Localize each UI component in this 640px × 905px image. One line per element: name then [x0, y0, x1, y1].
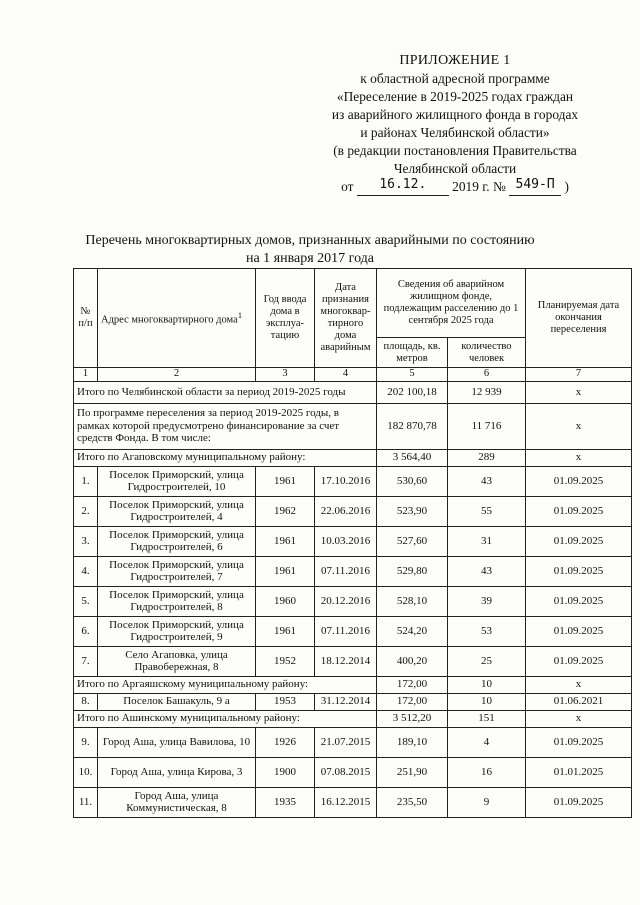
col-index: 4 [315, 368, 377, 382]
col-index: 1 [74, 368, 98, 382]
district-people: 289 [448, 449, 526, 466]
row-people: 43 [448, 466, 526, 496]
row-date: 21.07.2015 [315, 727, 377, 757]
appendix-line: к областной адресной программе [360, 71, 550, 86]
district-total-row [74, 449, 632, 466]
row-planned: 01.09.2025 [526, 556, 632, 586]
header-num: № п/п [74, 269, 98, 368]
row-date: 18.12.2014 [315, 646, 377, 676]
total-area: 202 100,18 [377, 381, 448, 403]
district-area: 172,00 [377, 676, 448, 693]
appendix-line: «Переселение в 2019-2025 годах граждан [336, 89, 574, 104]
appendix-line: и районах Челябинской области» [360, 125, 550, 140]
row-area: 251,90 [377, 757, 448, 787]
close-paren: ) [564, 179, 569, 194]
row-date: 07.08.2015 [315, 757, 377, 787]
row-year: 1961 [256, 616, 315, 646]
year-text: 2019 г. № [452, 179, 506, 194]
row-area: 530,60 [377, 466, 448, 496]
row-people: 55 [448, 496, 526, 526]
row-area: 523,90 [377, 496, 448, 526]
row-planned: 01.09.2025 [526, 496, 632, 526]
header-address [98, 269, 256, 368]
table-row [74, 466, 632, 496]
row-area: 400,20 [377, 646, 448, 676]
row-date: 20.12.2016 [315, 586, 377, 616]
row-address: Поселок Приморский, улица Гидростроителей, 6 [98, 526, 256, 556]
row-people: 16 [448, 757, 526, 787]
row-address: Село Агаповка, улица Правобережная, 8 [98, 646, 256, 676]
row-num: 8. [74, 693, 98, 710]
row-address: Поселок Башакуль, 9 а [98, 693, 256, 710]
date-prefix: от [341, 179, 354, 194]
district-label: Итого по Ашинскому муниципальному району: [74, 710, 377, 727]
appendix-line: Челябинской области [393, 161, 517, 176]
row-num: 7. [74, 646, 98, 676]
row-people: 10 [448, 693, 526, 710]
total-people: 11 716 [448, 403, 526, 449]
header-info: Сведения об аварийном жилищном фонде, подлежащим расселению до 1 сентября 2025 года [377, 269, 526, 338]
title-line: на 1 января 2017 года [245, 251, 375, 266]
table-row [74, 646, 632, 676]
total-region-row [74, 381, 632, 403]
col-index: 3 [256, 368, 315, 382]
number-value: 549-П [515, 177, 555, 192]
table-row [74, 586, 632, 616]
row-year: 1952 [256, 646, 315, 676]
table-row [74, 727, 632, 757]
row-date: 07.11.2016 [315, 556, 377, 586]
district-people: 10 [448, 676, 526, 693]
district-area: 3 564,40 [377, 449, 448, 466]
date-field [357, 177, 449, 196]
row-address: Поселок Приморский, улица Гидростроителей, 9 [98, 616, 256, 646]
row-planned: 01.09.2025 [526, 787, 632, 817]
row-area: 528,10 [377, 586, 448, 616]
row-address: Город Аша, улица Коммунистическая, 8 [98, 787, 256, 817]
row-address: Поселок Приморский, улица Гидростроителей, 7 [98, 556, 256, 586]
row-year: 1962 [256, 496, 315, 526]
column-index-row [74, 368, 632, 382]
district-label: Итого по Аргаяшскому муниципальному району: [74, 676, 377, 693]
col-index: 6 [448, 368, 526, 382]
header-address-footnote: 1 [237, 310, 243, 321]
district-area: 3 512,20 [377, 710, 448, 727]
row-num: 2. [74, 496, 98, 526]
table-row [74, 496, 632, 526]
appendix-date-line [300, 178, 610, 196]
appendix-block [300, 52, 610, 196]
row-planned: 01.09.2025 [526, 586, 632, 616]
row-people: 43 [448, 556, 526, 586]
row-num: 11. [74, 787, 98, 817]
houses-table [73, 268, 632, 818]
district-planned: х [526, 676, 632, 693]
row-address: Поселок Приморский, улица Гидростроителей, 4 [98, 496, 256, 526]
district-people: 151 [448, 710, 526, 727]
row-people: 9 [448, 787, 526, 817]
total-planned: х [526, 381, 632, 403]
table-row [74, 693, 632, 710]
row-address: Город Аша, улица Кирова, 3 [98, 757, 256, 787]
row-num: 1. [74, 466, 98, 496]
row-planned: 01.09.2025 [526, 616, 632, 646]
row-date: 22.06.2016 [315, 496, 377, 526]
row-num: 5. [74, 586, 98, 616]
col-index: 7 [526, 368, 632, 382]
header-date: Дата признания многоквар-тирного дома аварийным [315, 269, 377, 368]
row-date: 31.12.2014 [315, 693, 377, 710]
row-year: 1953 [256, 693, 315, 710]
row-area: 235,50 [377, 787, 448, 817]
row-area: 529,80 [377, 556, 448, 586]
header-people: количество человек [448, 338, 526, 368]
table-row [74, 556, 632, 586]
row-planned: 01.09.2025 [526, 466, 632, 496]
row-num: 4. [74, 556, 98, 586]
row-people: 39 [448, 586, 526, 616]
page-title [60, 232, 560, 268]
row-num: 9. [74, 727, 98, 757]
row-people: 25 [448, 646, 526, 676]
district-total-row [74, 676, 632, 693]
row-year: 1961 [256, 556, 315, 586]
row-area: 527,60 [377, 526, 448, 556]
total-program-row [74, 403, 632, 449]
row-people: 4 [448, 727, 526, 757]
appendix-heading: ПРИЛОЖЕНИЕ 1 [399, 53, 511, 68]
row-people: 31 [448, 526, 526, 556]
row-date: 07.11.2016 [315, 616, 377, 646]
total-area: 182 870,78 [377, 403, 448, 449]
row-num: 3. [74, 526, 98, 556]
header-year: Год ввода дома в эксплуа-тацию [256, 269, 315, 368]
total-planned: х [526, 403, 632, 449]
district-planned: х [526, 710, 632, 727]
row-people: 53 [448, 616, 526, 646]
total-people: 12 939 [448, 381, 526, 403]
row-planned: 01.06.2021 [526, 693, 632, 710]
total-label: По программе переселения за период 2019-2025 годы, в рамках которой предусмотрено финансирование за счет средств Фонда. В том числе: [74, 403, 377, 449]
date-value: 16.12. [379, 177, 427, 192]
row-area: 189,10 [377, 727, 448, 757]
col-index: 5 [377, 368, 448, 382]
header-row [74, 269, 632, 338]
row-year: 1900 [256, 757, 315, 787]
row-date: 10.03.2016 [315, 526, 377, 556]
appendix-line: (в редакции постановления Правительства [333, 143, 577, 158]
table-row [74, 526, 632, 556]
row-year: 1926 [256, 727, 315, 757]
row-area: 172,00 [377, 693, 448, 710]
header-planned: Планируемая дата окончания переселения [526, 269, 632, 368]
col-index: 2 [98, 368, 256, 382]
number-field [509, 177, 561, 196]
table-row [74, 616, 632, 646]
title-line: Перечень многоквартирных домов, признанных аварийными по состоянию [85, 233, 535, 248]
row-address: Город Аша, улица Вавилова, 10 [98, 727, 256, 757]
district-planned: х [526, 449, 632, 466]
row-year: 1961 [256, 466, 315, 496]
row-year: 1935 [256, 787, 315, 817]
row-area: 524,20 [377, 616, 448, 646]
row-planned: 01.09.2025 [526, 526, 632, 556]
row-year: 1961 [256, 526, 315, 556]
table-row [74, 757, 632, 787]
row-planned: 01.09.2025 [526, 727, 632, 757]
total-label: Итого по Челябинской области за период 2019-2025 годы [74, 381, 377, 403]
district-total-row [74, 710, 632, 727]
row-address: Поселок Приморский, улица Гидростроителей, 8 [98, 586, 256, 616]
row-date: 16.12.2015 [315, 787, 377, 817]
row-year: 1960 [256, 586, 315, 616]
row-num: 10. [74, 757, 98, 787]
row-date: 17.10.2016 [315, 466, 377, 496]
row-planned: 01.09.2025 [526, 646, 632, 676]
appendix-line: из аварийного жилищного фонда в городах [331, 107, 579, 122]
header-area: площадь, кв. метров [377, 338, 448, 368]
row-num: 6. [74, 616, 98, 646]
row-planned: 01.01.2025 [526, 757, 632, 787]
district-label: Итого по Агаповскому муниципальному району: [74, 449, 377, 466]
row-address: Поселок Приморский, улица Гидростроителей, 10 [98, 466, 256, 496]
table-row [74, 787, 632, 817]
header-address-text: Адрес многоквартирного дома [101, 314, 238, 326]
